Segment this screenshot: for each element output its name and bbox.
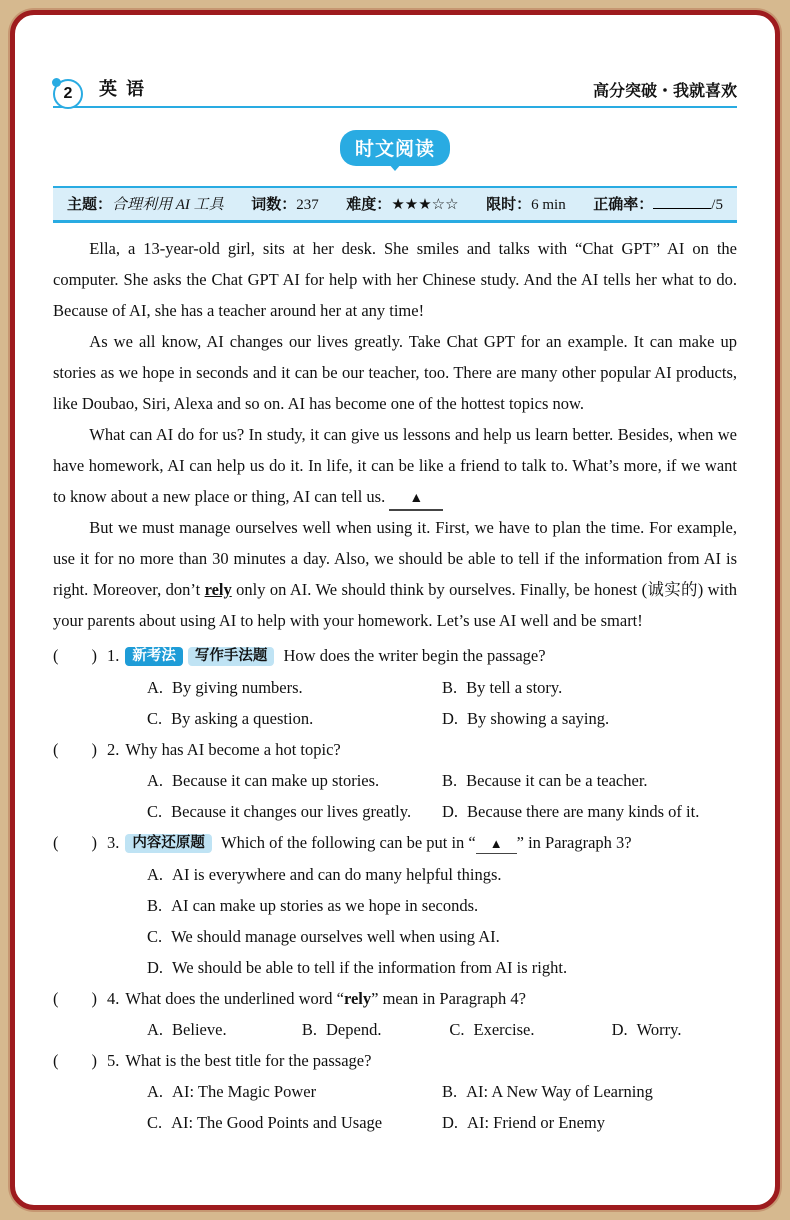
question-text-after: ” mean in Paragraph 4? [371,989,526,1008]
question-2 [53,734,737,827]
question-number: 3. [107,833,120,852]
words-label: 词数： [251,196,297,213]
question-number: 2. [107,740,120,759]
option-label: B. [147,896,163,915]
underlined-word-rely: rely [204,580,232,599]
words-value: 237 [296,197,319,213]
option-b [302,1014,450,1045]
option-b [442,765,737,796]
question-3-stem [53,827,737,859]
option-a [147,1076,442,1107]
page-number: 2 [63,85,73,102]
question-5-options [147,1076,737,1138]
accuracy-label: 正确率： [593,196,654,213]
option-text: We should be able to tell if the information from AI is right. [172,958,568,977]
option-text: Because it can be a teacher. [466,771,648,790]
workbook-page [10,10,780,1210]
question-1 [53,640,737,734]
option-label: B. [442,1082,458,1101]
option-text: Exercise. [473,1020,535,1039]
option-d [442,703,737,734]
option-a [147,672,442,703]
time-label: 限时： [486,196,532,213]
option-text: Because there are many kinds of it. [467,802,700,821]
accuracy-blank [653,195,711,209]
brand-label: 高分突破・我就喜欢 [592,83,737,100]
info-bar [53,186,737,223]
option-a [147,765,442,796]
section-badge-row [53,130,737,170]
option-d [147,952,737,983]
difficulty-label: 难度： [346,196,392,213]
option-text: AI: The Good Points and Usage [171,1113,383,1132]
subject-label: 英 语 [99,79,147,99]
option-text: AI is everywhere and can do many helpful things. [172,865,502,884]
option-b [147,890,737,921]
question-text: What is the best title for the passage? [125,1051,372,1070]
option-c [449,1014,611,1045]
option-text: Believe. [172,1020,227,1039]
question-number: 1. [107,646,120,665]
option-c [147,1107,442,1138]
option-c [147,796,442,827]
question-1-options [147,672,737,734]
option-text: AI: A New Way of Learning [466,1082,653,1101]
question-text: Why has AI become a hot topic? [125,740,341,759]
option-d [442,796,737,827]
option-label: D. [147,958,164,977]
option-label: D. [442,709,459,728]
time-value: 6 min [531,197,566,213]
answer-bracket: ( ) [53,1051,97,1070]
option-label: C. [147,802,163,821]
question-4-stem [53,983,737,1014]
option-c [147,921,737,952]
topic-label: 主题： [67,196,113,213]
question-list [53,640,737,1138]
question-text-before: Which of the following can be put in “ [221,833,476,852]
question-number: 5. [107,1051,120,1070]
question-tag-content-restore: 内容还原题 [125,834,212,853]
option-label: D. [442,1113,459,1132]
option-text: AI: The Magic Power [172,1082,317,1101]
section-badge: 时文阅读 [340,130,450,166]
option-label: B. [442,678,458,697]
question-bold-word: rely [343,989,372,1008]
question-text: How does the writer begin the passage? [283,646,546,665]
page-header [53,75,737,108]
option-label: C. [147,927,163,946]
option-label: A. [147,678,164,697]
page-number-badge [53,79,83,109]
option-label: A. [147,1020,164,1039]
question-text-after: ” in Paragraph 3? [516,833,632,852]
option-text: Depend. [326,1020,382,1039]
option-a [147,1014,302,1045]
option-label: A. [147,1082,164,1101]
question-tag-new-method: 新考法 [125,647,183,666]
info-words [251,193,319,214]
answer-bracket: ( ) [53,989,97,1008]
option-label: D. [442,802,459,821]
option-text: By asking a question. [171,709,314,728]
option-label: C. [147,1113,163,1132]
accuracy-suffix: /5 [711,197,723,213]
question-text-before: What does the underlined word “ [125,989,344,1008]
info-topic [67,193,224,214]
option-label: D. [611,1020,628,1039]
paragraph-2: As we all know, AI changes our lives greatly. Take Chat GPT for an example. It can make up stories as we hope in seconds and it can be our teacher, too. There are many other popular AI products, like Doubao, Siri, Alexa and so on. AI has become one of the hottest topics now. [53,332,737,413]
paragraph-1: Ella, a 13-year-old girl, sits at her desk. She smiles and talks with “Chat GPT” AI on the computer. She asks the Chat GPT AI for help with her Chinese study. And the AI tells her what to do. Because of AI, she has a teacher around her at any time! [53,239,737,320]
reading-passage [53,233,737,636]
option-text: By showing a saying. [467,709,610,728]
option-label: C. [449,1020,465,1039]
paragraph-3-blank-triangle: ▲ [389,489,443,511]
paragraph-3 [53,419,737,512]
paragraph-3-text: What can AI do for us? In study, it can give us lessons and help us learn better. Besides, when we have homework, AI can help us do it. In life, it can be like a friend to talk to. What’s more, if we want to know about a new place or thing, AI can tell us. [53,425,737,506]
question-2-options [147,765,737,827]
question-3 [53,827,737,983]
paragraph-4 [53,512,737,636]
info-difficulty [346,193,458,214]
option-label: B. [442,771,458,790]
option-text: We should manage ourselves well when using AI. [171,927,500,946]
option-a [147,859,737,890]
difficulty-stars: ★★★☆☆ [391,197,459,213]
option-text: Worry. [636,1020,682,1039]
question-tag-writing-technique: 写作手法题 [188,647,275,666]
option-d [612,1014,737,1045]
question-number: 4. [107,989,120,1008]
question-5 [53,1045,737,1138]
answer-bracket: ( ) [53,646,97,665]
option-text: Because it can make up stories. [172,771,380,790]
question-3-options [147,859,737,983]
option-d [442,1107,737,1138]
answer-bracket: ( ) [53,833,97,852]
answer-bracket: ( ) [53,740,97,759]
info-time [486,193,566,214]
option-c [147,703,442,734]
paragraph-4-text-a: But we must manage ourselves well when using it. First, we have to plan the time. For example, use it for no more than 30 minutes a day. Also, we should be able to tell if the information from AI is right. Moreover, don’t [53,518,737,599]
option-text: AI can make up stories as we hope in seconds. [171,896,479,915]
option-label: A. [147,865,164,884]
question-2-stem [53,734,737,765]
question-4 [53,983,737,1045]
option-label: B. [301,1020,318,1039]
option-text: By tell a story. [466,678,563,697]
info-accuracy [593,193,723,214]
question-blank-triangle: ▲ [476,835,517,854]
topic-value: 合理利用 AI 工具 [112,197,224,213]
option-text: Because it changes our lives greatly. [171,802,412,821]
paragraph-4-text-b: only on AI. We should think by ourselves. Finally, be honest (诚实的) with your parents about using AI to help with your homework. Let’s use AI well and be smart! [53,580,738,630]
question-5-stem [53,1045,737,1076]
option-text: By giving numbers. [172,678,303,697]
option-b [442,1076,737,1107]
option-label: C. [147,709,163,728]
question-4-options [147,1014,737,1045]
option-label: A. [147,771,164,790]
question-1-stem [53,640,737,672]
option-text: AI: Friend or Enemy [467,1113,605,1132]
option-b [442,672,737,703]
